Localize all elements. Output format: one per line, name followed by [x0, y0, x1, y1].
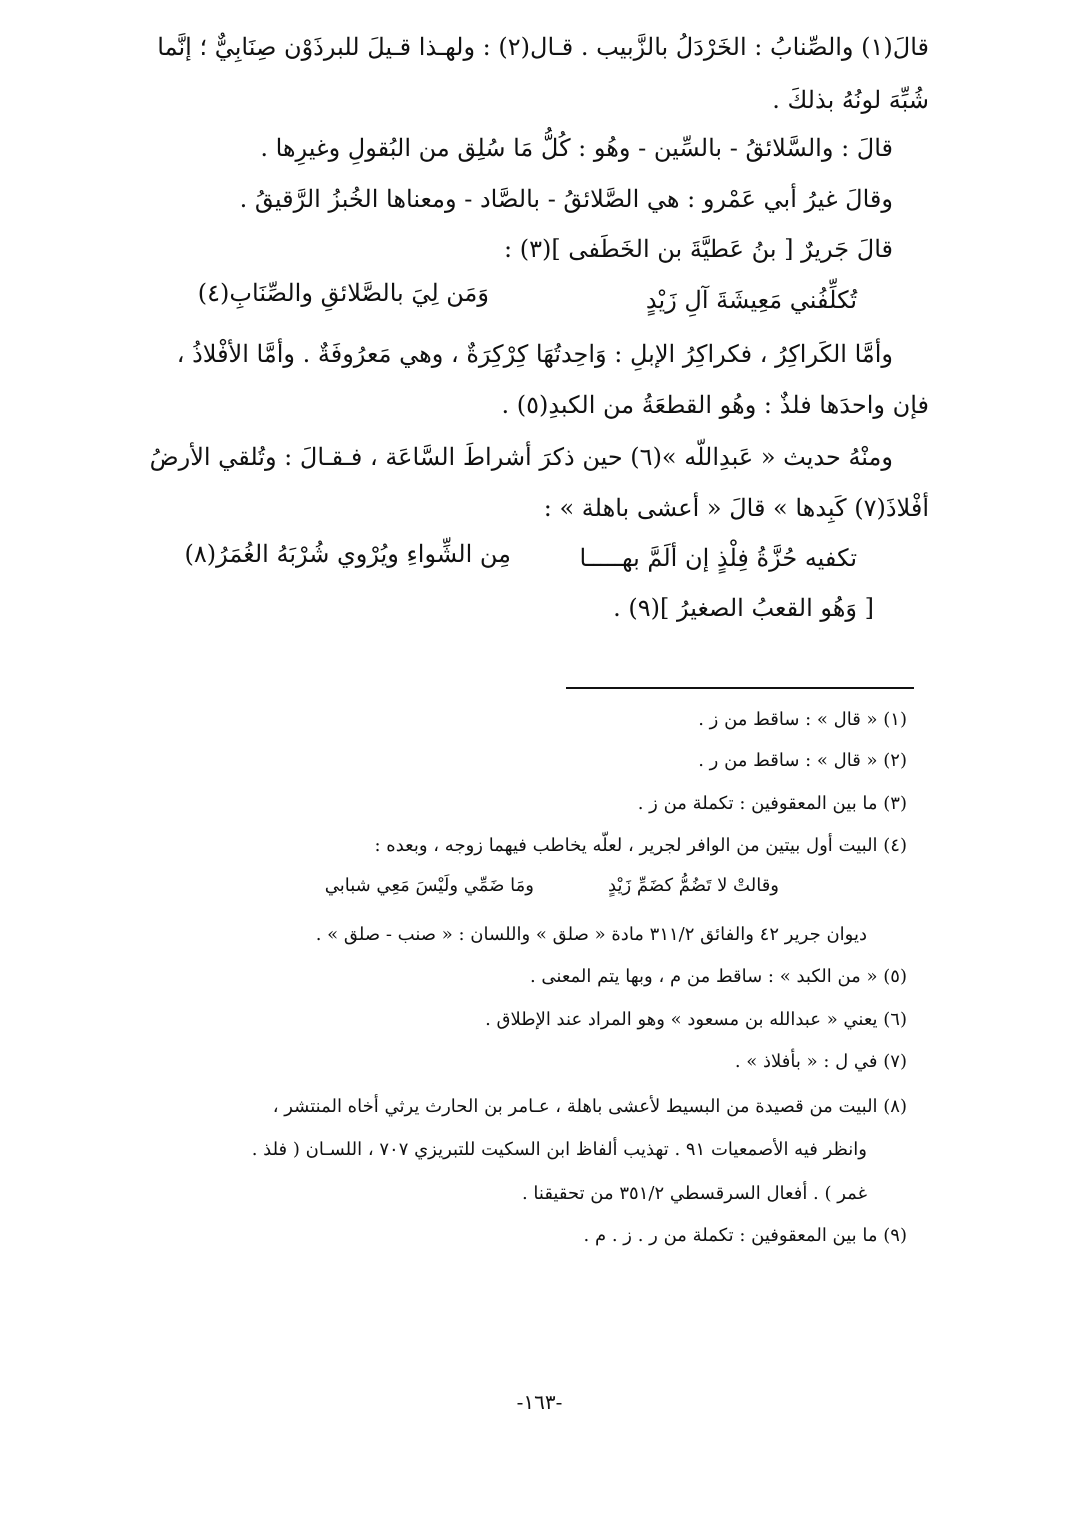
main-text-line-1: قالَ(١) والصِّنابُ : الخَرْدَلُ بالزَّبيب . قـال(٢) : ولهـذا قـيلَ للبرذَوْن صِنَابِيٌّ ؛ إنَّما: [157, 33, 929, 61]
footnote-8-line-3: غمر ) . أفعال السرقسطي ٣٥١/٢ من تحقيقنا .: [521, 1183, 867, 1204]
main-text-line-8: ومنْهُ حديث « عَبدِاللّه »(٦) حين ذكرَ أشراطَ السَّاعَة ، فـقـالَ : وتُلقي الأرضُ: [149, 443, 893, 471]
main-text-line-6: وأمَّا الكَراكِرُ ، فكراكِرُ الإبلِ : وَاحِدتُهَا كِرْكِرَةٌ ، وهي مَعرُوفَةٌ . وأمَّا الأفْلاذُ ،: [176, 340, 893, 368]
main-text-line-2: شُبِّهَ لونُهُ بذلكَ .: [772, 86, 929, 114]
main-text-line-7: فإن واحدَها فلذٌ : وهُو القطعَةُ من الكبدِ(٥) .: [501, 391, 929, 419]
footnote-1: (١) « قال » : ساقط من ز .: [698, 709, 907, 730]
verse-1-first-hemistich: تُكلِّفُني مَعِيشَةَ آلِ زَيْدٍ: [645, 286, 857, 314]
footnote-8-line-2: وانظر فيه الأصمعيات ٩١ . تهذيب ألفاظ ابن السكيت للتبريزي ٧٠٧ ، اللسـان ( فلذ .: [251, 1139, 867, 1160]
verse-2-first-hemistich: تكفيه حُزَّةُ فِلْذٍ إن ألَمَّ بهـــــا: [579, 544, 857, 572]
footnote-8-line-1: (٨) البيت من قصيدة من البسيط لأعشى باهلة ، عـامر بن الحارث يرثي أخاه المنتشر ،: [272, 1096, 907, 1117]
footnote-7: (٧) في ل : « بأفلاذ » .: [734, 1051, 907, 1072]
main-text-line-10: [ وَهُو القعبُ الصغيرُ ](٩) .: [613, 594, 874, 622]
verse-1-second-hemistich: وَمَن لِيَ بالصَّلائقِ والصِّنَابِ(٤): [197, 279, 489, 307]
main-text-line-4: وقالَ غيرُ أبي عَمْرو : هي الصَّلائقُ - بالصَّاد - ومعناها الخُبزُ الرَّقيقُ .: [239, 185, 893, 213]
page-number: -١٦٣-: [516, 1390, 563, 1414]
main-text-line-3: قالَ : والسَّلائقُ - بالسِّين - وهُو : كُلُّ مَا سُلِق من البُقولِ وغيرِها .: [260, 134, 893, 162]
verse-2-second-hemistich: مِن الشِّواءِ ويُرْوي شُرْبَهُ الغُمَرُ(٨): [184, 540, 511, 568]
footnote-6: (٦) يعني « عبدالله بن مسعود » وهو المراد عند الإطلاق .: [485, 1009, 907, 1030]
main-text-line-9: أفْلاذَ(٧) كَبِدها » قالَ « أعشى باهلة » :: [543, 494, 929, 522]
footnote-4-verse-second: ومَا ضَمِّي ولَيْسَ مَعِي شبابي: [324, 875, 534, 896]
footnote-9: (٩) ما بين المعقوفين : تكملة من ر . ز . م .: [583, 1225, 907, 1246]
footnote-3: (٣) ما بين المعقوفين : تكملة من ز .: [637, 793, 907, 814]
footnote-separator: [566, 687, 914, 689]
footnote-4-verse-first: وقالتْ لا تَضُمُّ كضَمِّ زَيْدٍ: [608, 875, 779, 896]
footnote-4-source: ديوان جرير ٤٢ والفائق ٣١١/٢ مادة « صلق » واللسان : « صنب - صلق » .: [315, 924, 867, 945]
footnote-5: (٥) « من الكبد » : ساقط من م ، وبها يتم المعنى .: [529, 966, 907, 987]
footnote-4: (٤) البيت أول بيتين من الوافر لجرير ، لعلّه يخاطب فيهما زوجه ، وبعده :: [374, 835, 907, 856]
footnote-2: (٢) « قال » : ساقط من ر .: [698, 750, 907, 771]
main-text-line-5: قالَ جَريرٌ [ بنُ عَطيَّةَ بن الخَطَفى ](٣) :: [503, 235, 893, 263]
